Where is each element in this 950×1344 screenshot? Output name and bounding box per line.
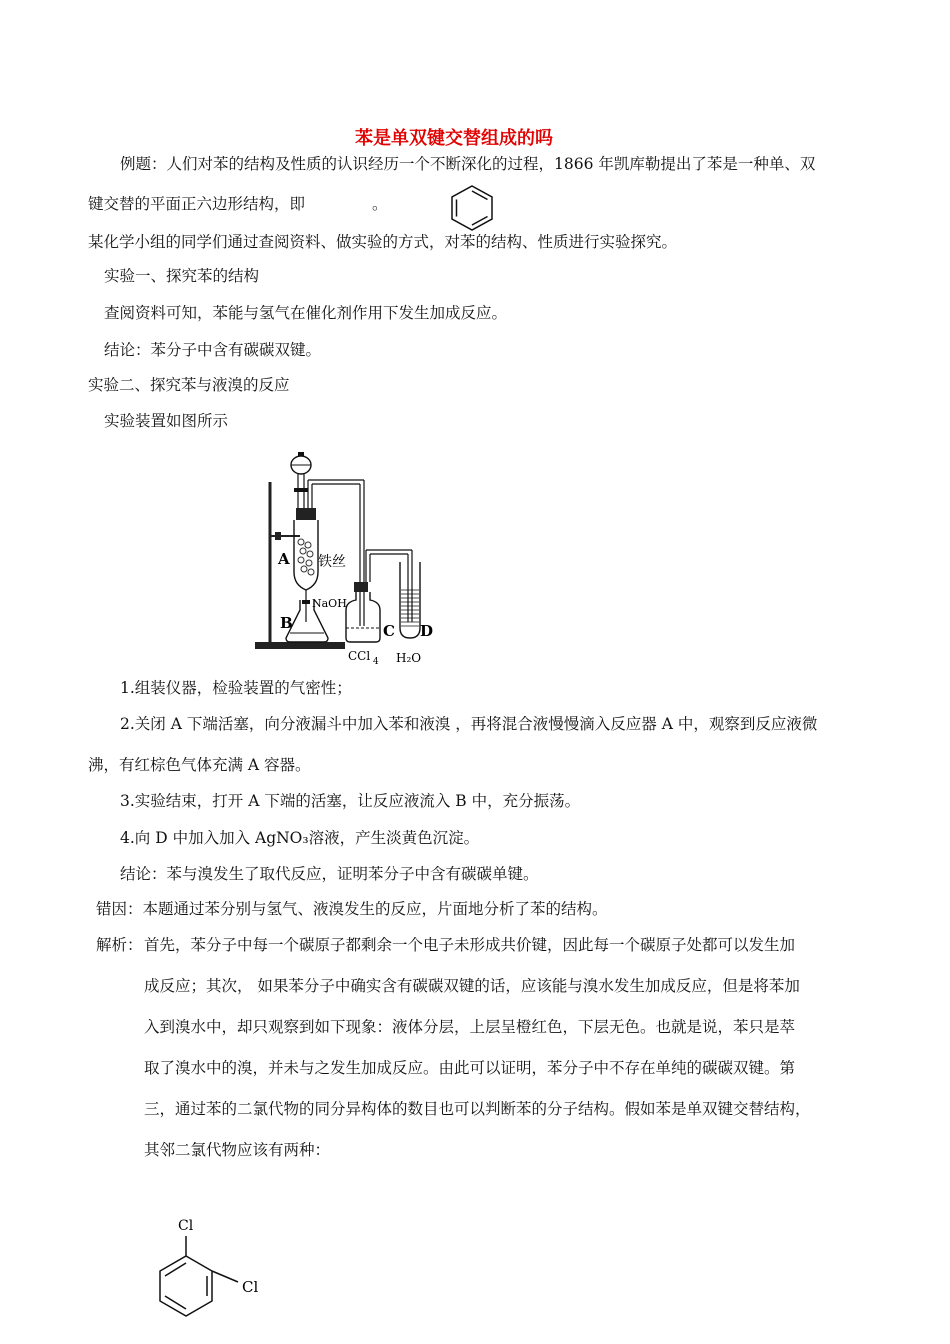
- analysis-label: 解析：: [96, 936, 143, 954]
- clamp: [275, 532, 281, 540]
- label-c: C: [383, 622, 395, 640]
- analysis-line-6: 其邻二氯代物应该有两种：: [144, 1141, 331, 1159]
- intro-line-1: 例题：人们对苯的结构及性质的认识经历一个不断深化的过程，1866 年凯库勒提出了苯是一种单、双: [120, 155, 816, 173]
- o-dichlorobenzene-structure: [150, 1212, 270, 1342]
- bottle-c: [346, 592, 380, 642]
- apparatus-figure: [250, 450, 450, 668]
- intro-line-2-end: 。: [372, 195, 388, 213]
- exp1-heading: 实验一、探究苯的结构: [104, 267, 260, 285]
- exp2-heading: 实验二、探究苯与液溴的反应: [88, 376, 290, 394]
- exp1-text: 查阅资料可知，苯能与氢气在催化剂作用下发生加成反应。: [104, 304, 508, 322]
- page-title: 苯是单双键交替组成的吗: [355, 128, 553, 149]
- exp2-step-3: 3.实验结束，打开 A 下端的活塞，让反应液流入 B 中，充分振荡。: [120, 792, 581, 810]
- label-b: B: [280, 614, 293, 632]
- analysis-line-4: 取了溴水中的溴，并未与之发生加成反应。由此可以证明，苯分子中不存在单纯的碳碳双键。第: [144, 1059, 796, 1077]
- exp1-conclusion: 结论：苯分子中含有碳碳双键。: [104, 341, 322, 359]
- label-cl-right: Cl: [242, 1278, 259, 1296]
- test-tube-d: [400, 562, 420, 638]
- exp2-step-1: 1.组装仪器，检验装置的气密性；: [120, 679, 352, 697]
- benzene-ring-icon: [160, 1256, 212, 1316]
- analysis-line-1: 首先，苯分子中每一个碳原子都剩余一个电子未形成共价键，因此每一个碳原子处都可以发生加: [144, 936, 796, 954]
- stopper-a: [296, 508, 316, 520]
- intro-line-3: 某化学小组的同学们通过查阅资料、做实验的方式，对苯的结构、性质进行实验探究。: [88, 233, 678, 251]
- intro-line-2: 键交替的平面正六边形结构，即: [88, 195, 306, 213]
- label-a: A: [278, 550, 290, 568]
- exp2-step-2-a: 2.关闭 A 下端活塞，向分液漏斗中加入苯和液溴 ，再将混合液慢慢滴入反应器 A 中，观察到反应液微: [120, 715, 818, 733]
- label-ccl4: CCl: [348, 649, 371, 663]
- exp2-step-4: 4.向 D 中加入加入 AgNO₃溶液，产生淡黄色沉淀。: [120, 829, 480, 847]
- analysis-line-2: 成反应；其次， 如果苯分子中确实含有碳碳双键的话，应该能与溴水发生加成反应，但是将苯加: [144, 977, 800, 995]
- label-iron-wire: 铁丝: [318, 554, 346, 570]
- reactor-a: [294, 520, 318, 590]
- stopper-c: [354, 582, 368, 592]
- label-d: D: [420, 622, 434, 640]
- analysis-line-5: 三，通过苯的二氯代物的同分异构体的数目也可以判断苯的分子结构。假如苯是单双键交替结构，: [144, 1100, 811, 1118]
- analysis-line-3: 入到溴水中，却只观察到如下现象：液体分层，上层呈橙红色，下层无色。也就是说，苯只是萃: [144, 1018, 796, 1036]
- stand-base: [255, 642, 345, 649]
- exp2-step-2-b: 沸，有红棕色气体充满 A 容器。: [88, 756, 311, 774]
- label-h2o: H₂O: [396, 651, 422, 665]
- label-naoh: NaOH: [312, 597, 347, 610]
- exp2-conclusion: 结论：苯与溴发生了取代反应，证明苯分子中含有碳碳单键。: [120, 865, 539, 883]
- exp2-setup: 实验装置如图所示: [104, 412, 229, 430]
- benzene-kekule-structure-icon: [448, 182, 496, 234]
- error-cause: 错因：本题通过苯分别与氢气、液溴发生的反应，片面地分析了苯的结构。: [96, 900, 608, 918]
- label-ccl4-sub: 4: [373, 657, 379, 667]
- label-cl-top: Cl: [178, 1218, 194, 1234]
- iron-wire: [298, 539, 314, 575]
